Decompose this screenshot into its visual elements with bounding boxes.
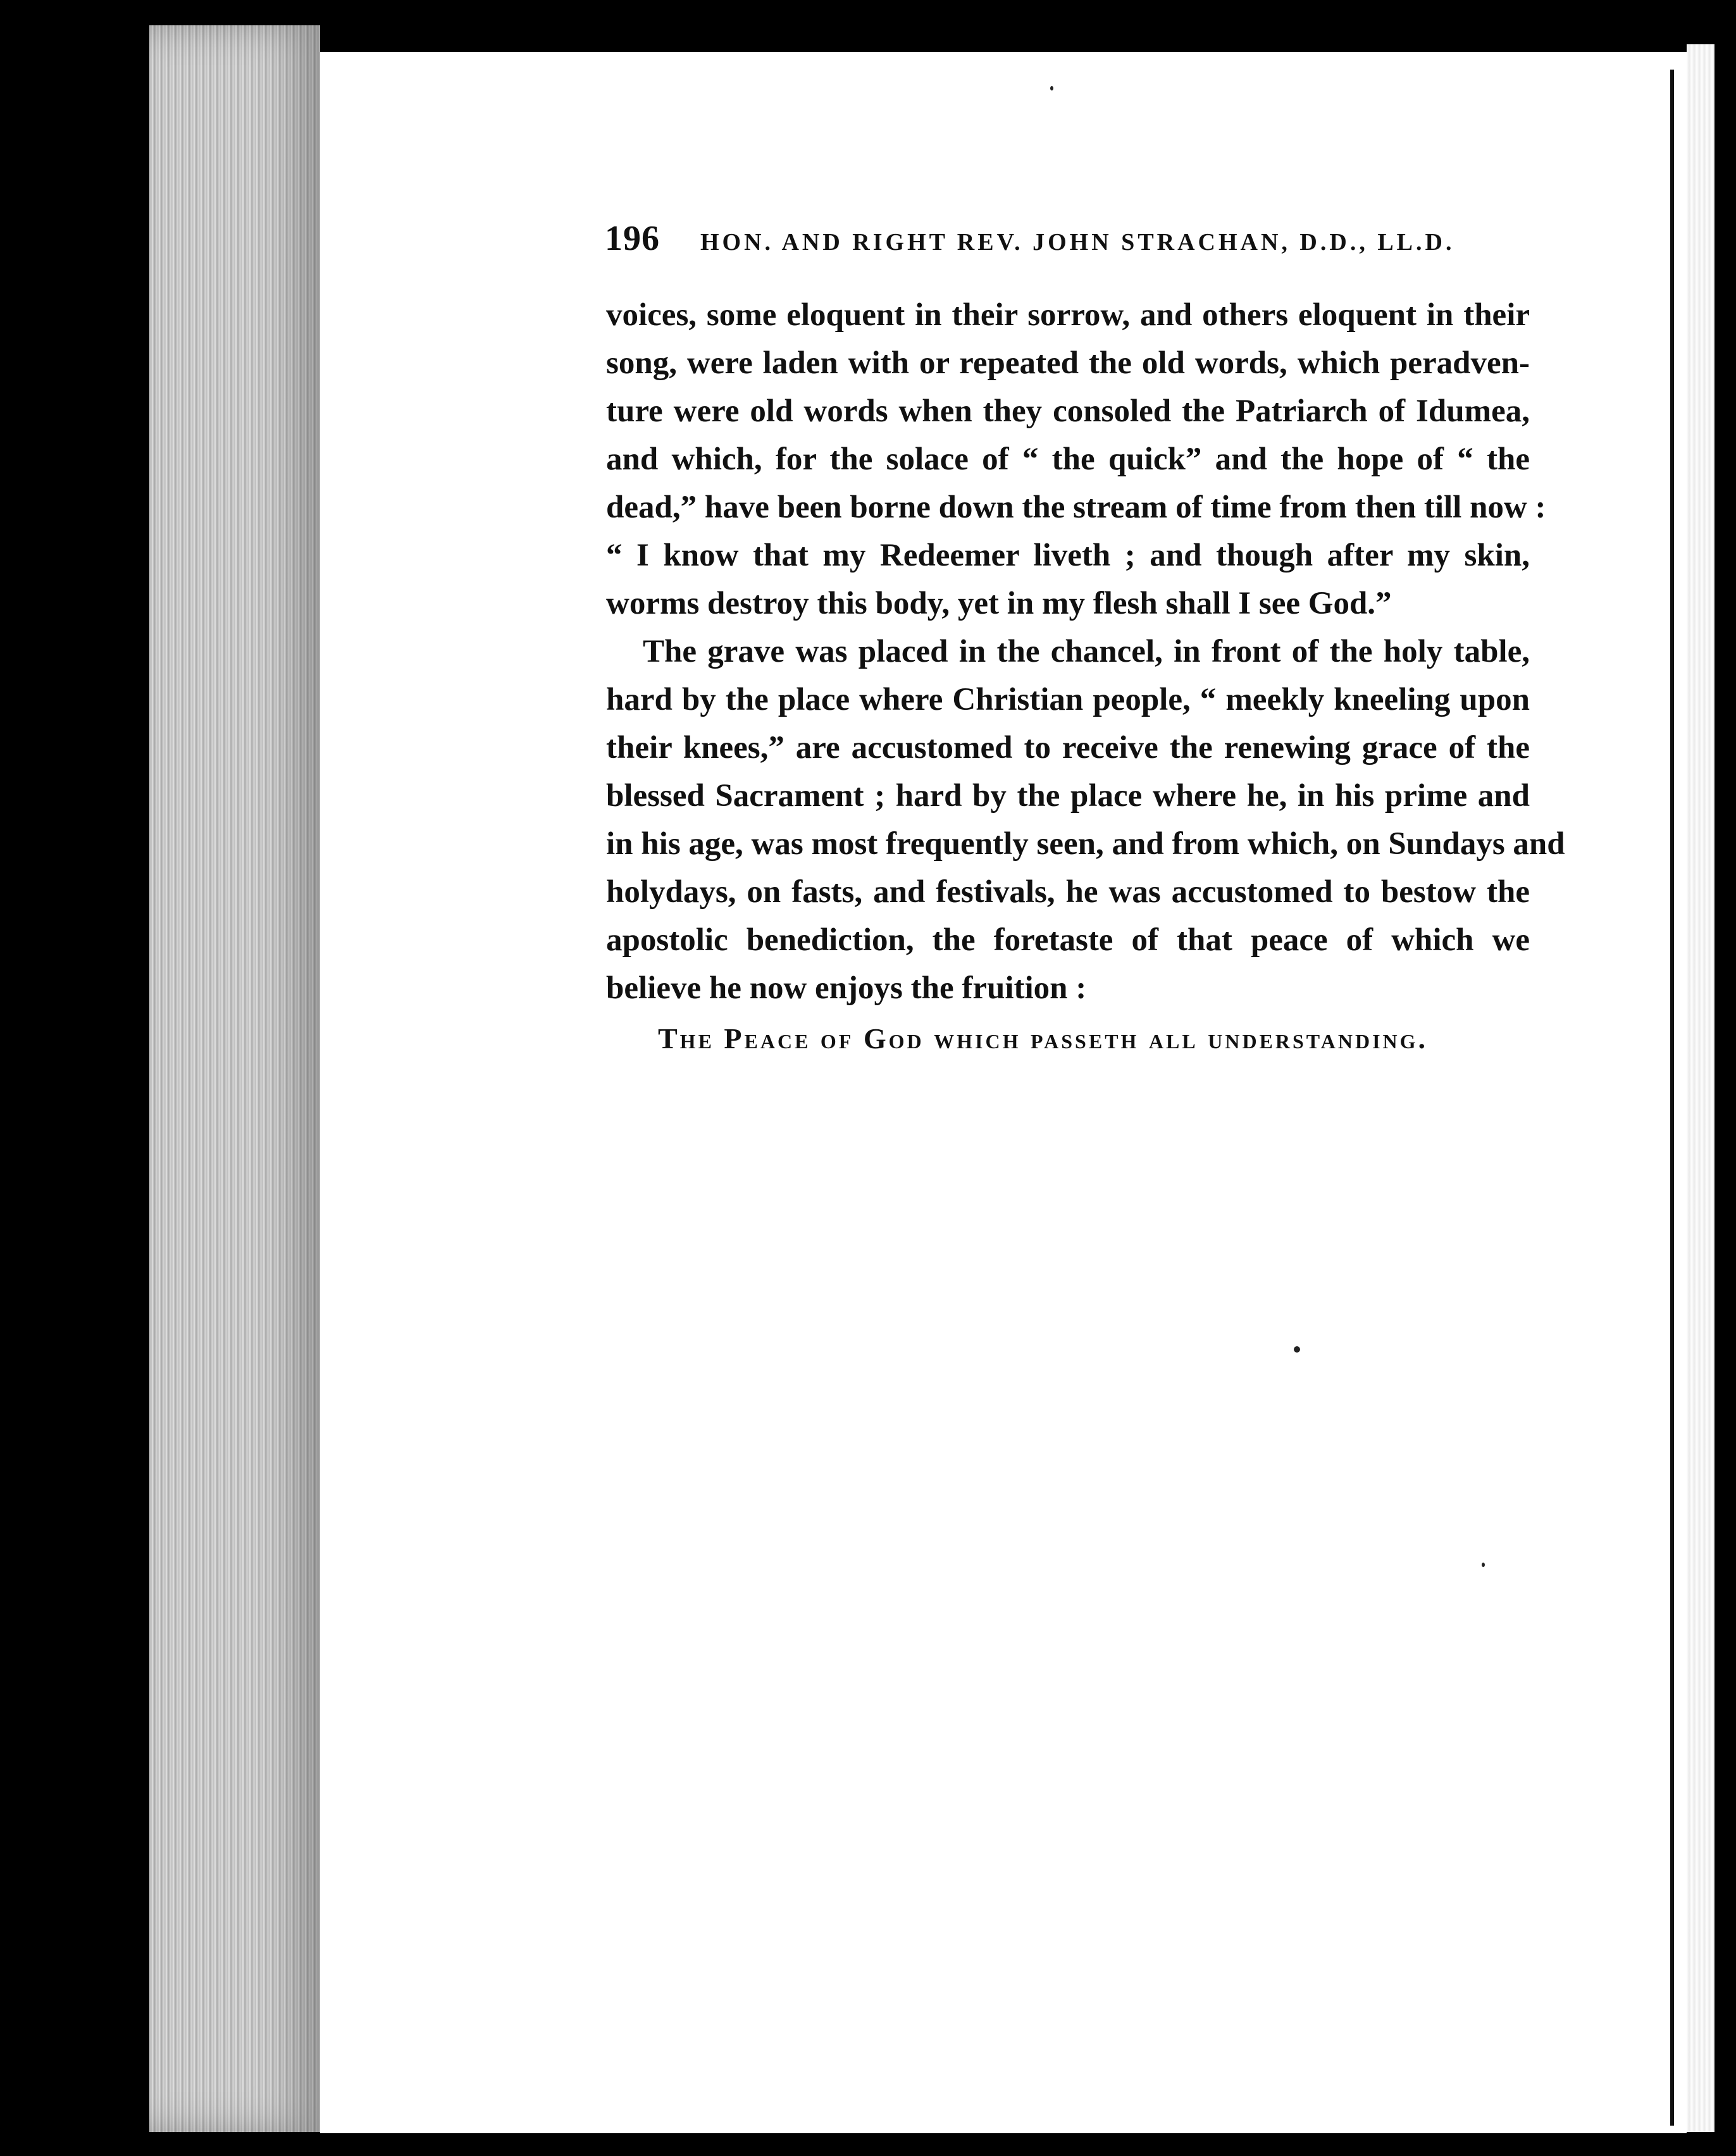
text-line: believe he now enjoys the fruition :	[606, 970, 1087, 1006]
facing-page-edge	[1687, 44, 1714, 2132]
text-line: blessed Sacrament ; hard by the place where he, in his prime and	[606, 778, 1530, 814]
scan-speck	[1050, 86, 1053, 90]
text-line: “ I know that my Redeemer liveth ; and though after my skin,	[606, 538, 1530, 573]
body-text	[606, 291, 1565, 1012]
text-line: apostolic benediction, the foretaste of that peace of which we	[606, 922, 1530, 958]
text-line: their knees,” are accustomed to receive the renewing grace of the	[606, 730, 1530, 765]
text-line: voices, some eloquent in their sorrow, and others eloquent in their	[606, 297, 1530, 333]
text-line: holydays, on fasts, and festivals, he was accustomed to bestow the	[606, 874, 1530, 910]
page-header	[605, 218, 1465, 269]
running-head: HON. AND RIGHT REV. JOHN STRACHAN, D.D., LL.D.	[700, 229, 1455, 256]
text-line: song, were laden with or repeated the old words, which peradven-	[606, 345, 1530, 381]
closing-benediction: The Peace of God which passeth all understanding.	[658, 1022, 1429, 1055]
text-line: and which, for the solace of “ the quick” and the hope of “ the	[606, 442, 1530, 477]
page-number: 196	[605, 219, 660, 258]
text-line: dead,” have been borne down the stream of time from then till now :	[606, 490, 1546, 525]
scan-right-margin	[1714, 0, 1736, 2156]
book-page-edges	[149, 25, 320, 2132]
facing-page-border	[1670, 70, 1674, 2126]
text-line: in his age, was most frequently seen, and from which, on Sundays and	[606, 826, 1565, 862]
scan-speck	[1294, 1346, 1300, 1353]
scan-speck	[1482, 1563, 1485, 1567]
text-line: worms destroy this body, yet in my flesh shall I see God.”	[606, 586, 1392, 621]
text-line: ture were old words when they consoled the Patriarch of Idumea,	[606, 393, 1530, 429]
text-line: The grave was placed in the chancel, in front of the holy table,	[643, 634, 1530, 669]
text-line: hard by the place where Christian people, “ meekly kneeling upon	[606, 682, 1530, 717]
